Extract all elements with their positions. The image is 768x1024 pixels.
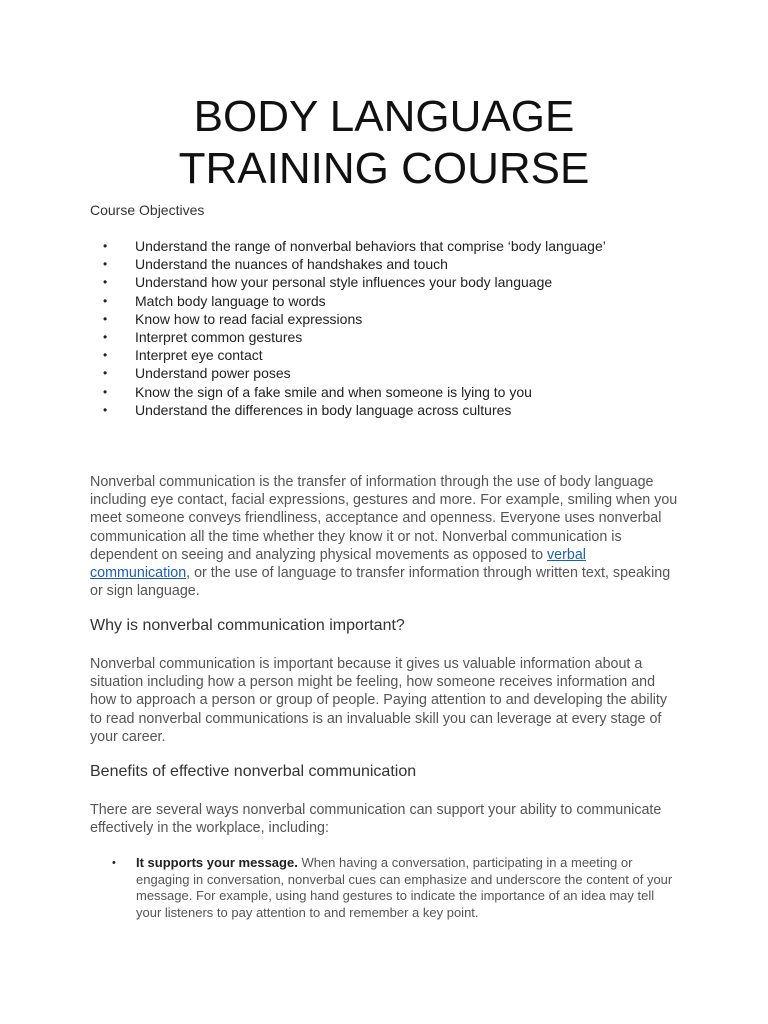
- objective-text: Understand the differences in body language across cultures: [135, 401, 512, 418]
- list-item: [90, 346, 606, 364]
- list-item: [90, 292, 606, 310]
- objective-text: Understand power poses: [135, 365, 291, 382]
- importance-paragraph: Nonverbal communication is important because it gives us valuable information about a situation including how a person might be feeling, how someone receives information and how to approach a person or group of people. Paying attention to and developing the ability to read nonverbal communications is an invaluable skill you can leverage at every stage of your career.: [90, 656, 668, 745]
- bullet-icon: •: [103, 293, 108, 308]
- list-item: [90, 328, 606, 346]
- intro-paragraph: [90, 473, 680, 600]
- objective-text: Match body language to words: [135, 292, 326, 309]
- title-line-2: TRAINING COURSE: [178, 144, 590, 194]
- objective-text: Interpret eye contact: [135, 347, 263, 364]
- bullet-icon: •: [103, 275, 108, 290]
- intro-text-before-link: Nonverbal communication is the transfer of information through the use of body language including eye contact, facial expressions, gestures and more. For example, smiling when you meet someone conveys friendliness, acceptance and openness. Everyone uses nonverbal communication all the time whether they know it or not. Nonverbal communication is dependent on seeing and analyzing physical movements as opposed to: [90, 474, 678, 563]
- list-item: [90, 273, 606, 291]
- bullet-icon: •: [103, 366, 108, 381]
- heading-why-important: Why is nonverbal communication important?: [90, 617, 405, 634]
- list-item: [90, 364, 606, 382]
- list-item: [90, 401, 606, 419]
- intro-text-after-link: , or the use of language to transfer information through written text, speaking or sign language.: [90, 565, 671, 600]
- list-item: [90, 310, 606, 328]
- objective-text: Understand the range of nonverbal behaviors that comprise ‘body language’: [135, 238, 606, 254]
- objective-text: Know the sign of a fake smile and when someone is lying to you: [135, 383, 532, 400]
- bullet-icon: •: [112, 857, 116, 869]
- verbal-communication-link[interactable]: verbal communication: [90, 546, 586, 582]
- objective-text: Understand how your personal style influences your body language: [135, 274, 553, 291]
- heading-benefits: Benefits of effective nonverbal communication: [90, 763, 417, 780]
- list-item: [90, 855, 680, 921]
- page-title: [0, 91, 768, 195]
- bullet-icon: •: [103, 239, 108, 253]
- objectives-heading: Course Objectives: [90, 202, 205, 218]
- objectives-list: [90, 237, 606, 419]
- list-item: [90, 255, 606, 273]
- bullet-icon: •: [103, 348, 108, 363]
- bullet-icon: •: [103, 311, 108, 326]
- objective-text: Know how to read facial expressions: [135, 310, 363, 327]
- bullet-icon: •: [103, 329, 108, 344]
- bullet-icon: •: [103, 402, 108, 417]
- list-item: [90, 383, 606, 401]
- bullet-icon: •: [103, 257, 108, 272]
- objective-text: Interpret common gestures: [135, 328, 303, 345]
- benefit-body: When having a conversation, participating in a meeting or engaging in conversation, nonverbal cues can emphasize and underscore the content of your message. For example, using hand gestures to indicate the importance of an idea may tell your listeners to pay attention to and remember a key point.: [136, 855, 673, 920]
- title-line-1: BODY LANGUAGE: [193, 92, 575, 142]
- benefit-text: [90, 855, 680, 921]
- bullet-icon: •: [103, 384, 108, 399]
- benefits-intro-paragraph: There are several ways nonverbal communication can support your ability to communicate effectively in the workplace, including:: [90, 802, 662, 837]
- objective-text: Understand the nuances of handshakes and touch: [135, 256, 448, 273]
- list-item: [90, 237, 606, 255]
- benefit-lead: It supports your message.: [136, 855, 298, 870]
